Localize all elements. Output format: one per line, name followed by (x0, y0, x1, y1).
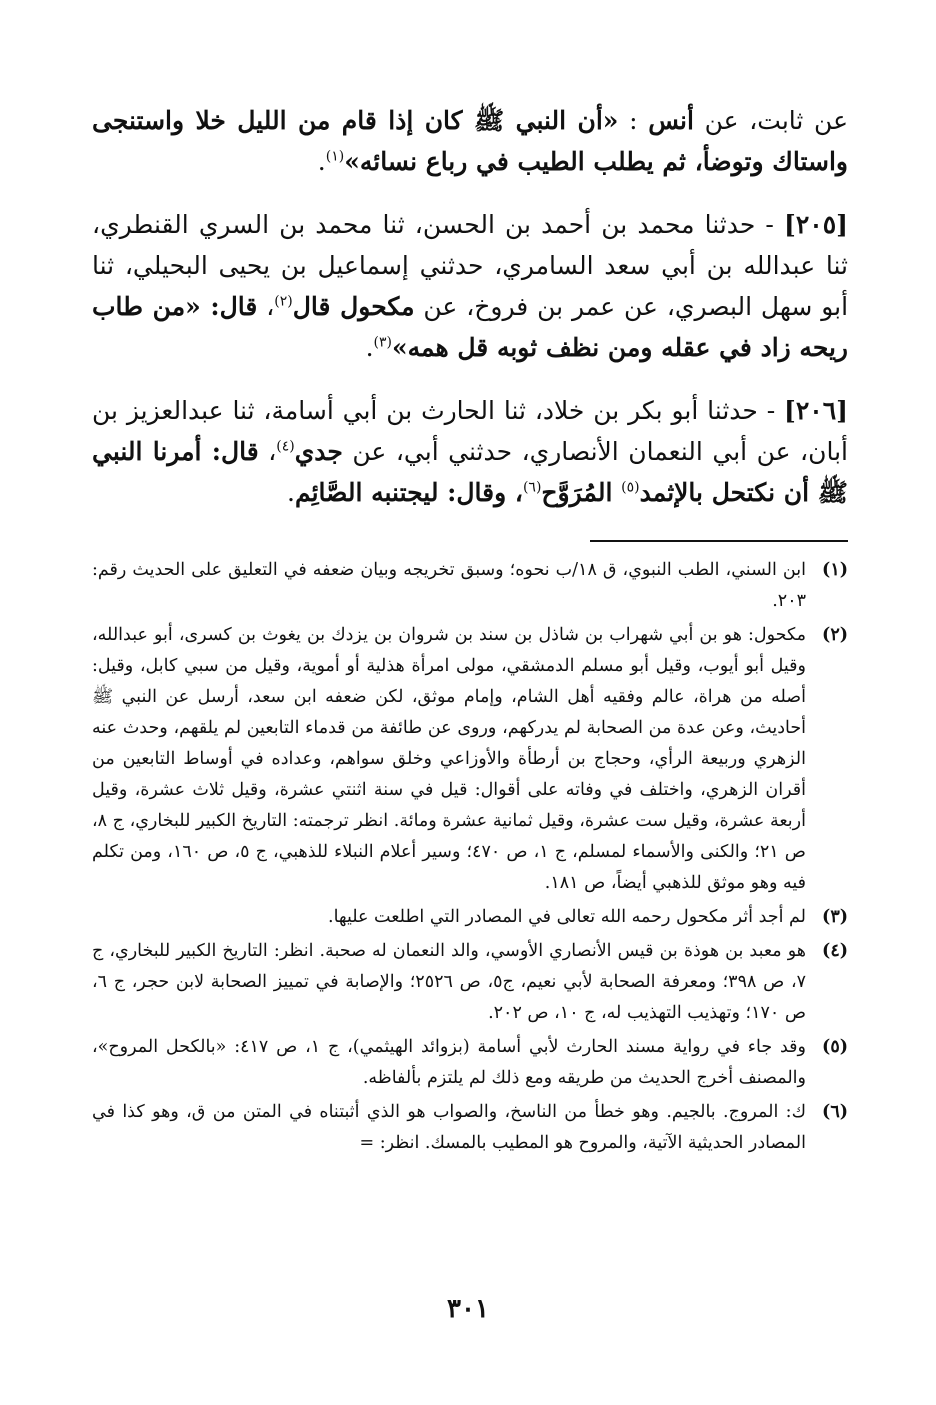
footnote-ref: (٤) (276, 438, 295, 455)
footnote-text: ابن السني، الطب النبوي، ق ١٨/ب نحوه؛ وسبق تخريجه وبيان ضعفه في التعليق على الحديث رقم: ٢٠٣. (92, 560, 806, 611)
footnotes (92, 555, 848, 1162)
footnote-ref: (٥) (621, 479, 640, 496)
text-span: ، (257, 292, 275, 321)
paragraph-hadith-intro (92, 100, 848, 182)
paragraph-hadith-206 (92, 390, 848, 513)
paragraph-hadith-205 (92, 204, 848, 368)
footnote-mark: (٣) (822, 907, 848, 927)
footnote-ref: (١) (325, 148, 345, 165)
footnote-text: لم أجد أثر مكحول رحمه الله تعالى في المصادر التي اطلعت عليها. (328, 907, 806, 927)
footnote-item (92, 1097, 848, 1159)
page-body (92, 100, 849, 1153)
isnad-text: - حدثنا أبو بكر بن خلاد، ثنا الحارث بن أبي أسامة، ثنا عبدالعزيز بن أبان، عن أبي النعمان الأنصاري، حدثني أبي، عن (92, 396, 849, 466)
hadith-text: المُرَوَّح (541, 478, 622, 507)
footnote-ref: (٣) (373, 334, 392, 351)
hadith-number: [٢٠٦] (784, 396, 848, 425)
footnote-text: وقد جاء في رواية مسند الحارث لأبي أسامة (بزوائد الهيثمي)، ج ١، ص ٤١٧: «بالكحل المروح»، والمصنف أخرج الحديث من طريقه ومع ذلك لم يلتزم بألفاظه. (92, 1037, 806, 1088)
footnote-separator (590, 540, 848, 542)
footnote-item (92, 936, 848, 1029)
footnote-text: ك: المروج. بالجيم. وهو خطأ من الناسخ، والصواب هو الذي أثبتناه في المتن من ق، وهو كذا في المصادر الحديثية الآتية، والمروح هو المطيب بالمسك. انظر: = (92, 1102, 806, 1153)
footnote-mark: (٢) (822, 625, 848, 645)
footnote-mark: (٥) (822, 1037, 848, 1057)
hadith-text: قال: أمرنا النبي ﷺ أن نكتحل بالإثمد (92, 437, 848, 507)
footnote-text: هو معبد بن هوذة بن قيس الأنصاري الأوسي، والد النعمان له صحبة. انظر: التاريخ الكبير للبخاري، ج ٧، ص ٣٩٨؛ ومعرفة الصحابة لأبي نعيم، ج٥، ص ٢٥٢٦؛ والإصابة في تمييز الصحابة لابن حجر، ج ٦، ص ١٧٠؛ وتهذيب التهذيب له، ج ١٠، ص ٢٠٢. (92, 941, 806, 1023)
text-span: ، (258, 437, 277, 466)
footnote-mark: (٦) (822, 1102, 848, 1122)
narrator-name: مكحول قال (292, 292, 415, 321)
text-span: . (317, 147, 326, 176)
hadith-text: «أن النبي ﷺ كان إذا قام من الليل خلا واستنجى واستاك وتوضأ، ثم يطلب الطيب في رباع نسائه» (92, 106, 848, 176)
footnote-mark: (٤) (822, 941, 848, 961)
footnote-mark: (١) (822, 560, 848, 580)
footnote-item (92, 902, 848, 933)
hadith-number: [٢٠٥] (784, 210, 848, 239)
footnote-text: مكحول: هو بن أبي شهراب بن شاذل بن سند بن شروان بن يزدك بن يغوث بن كسرى، أبو عبدالله، وقيل أبو أيوب، وقيل أبو مسلم الدمشقي، مولى امرأة هذلية أو أموية، وقيل من سبي كابل، وقيل: أصله من هراة، عالم وفقيه أهل الشام، وإمام موثق، لكن ضعفه ابن سعد، أرسل عن النبي ﷺ أحاديث، وعن عدة من الصحابة لم يدركهم، وروى عن طائفة من قدماء التابعين لم يلقهم، وحدث عنه الزهري وربيعة الرأي، وحجاج بن أرطأة والأوزاعي وخلق سواهم، وعداده في أوساط التابعين من أقران الزهري، واختلف في وفاته على أقوال: قيل في سنة اثنتي عشرة، وقيل ثلاث عشرة، وقيل أربعة عشرة، وقيل ست عشرة، وقيل ثمانية عشرة ومائة. انظر ترجمته: التاريخ الكبير للبخاري، ج ٨، ص ٢١؛ والكنى والأسماء لمسلم، ج ١، ص ٤٧٠؛ وسير أعلام النبلاء للذهبي، ج ٥، ص ١٦٠، ومن تكلم فيه وهو موثق للذهبي أيضاً، ص ١٨١. (92, 625, 806, 893)
text-span: . (365, 333, 374, 362)
page-number: ٣٠١ (447, 1294, 489, 1324)
narrator-name: أنس (648, 106, 694, 135)
footnote-ref: (٢) (274, 293, 293, 310)
footnote-item (92, 620, 848, 899)
hadith-text: ، وقال: ليجتنبه الصَّائِم (294, 478, 523, 507)
hadith-text: قال: «من طاب ريحه زاد في عقله ومن نظف ثوبه قل همه» (92, 292, 848, 362)
text-span: : (618, 106, 649, 135)
main-text (92, 100, 848, 513)
footnote-item (92, 1032, 848, 1094)
isnad-text: - حدثنا محمد بن أحمد بن الحسن، ثنا محمد بن السري القنطري، ثنا عبدالله بن أبي سعد السامري، حدثني إسماعيل بن يحيى البحيلي، ثنا أبو سهل البصري، عن عمر بن فروخ، عن (92, 210, 849, 321)
footnote-item (92, 555, 848, 617)
text-span: . (286, 478, 295, 507)
text-span: عن ثابت، عن (693, 106, 848, 135)
footnote-ref: (٦) (522, 479, 542, 496)
narrator-name: جدي (294, 437, 343, 466)
